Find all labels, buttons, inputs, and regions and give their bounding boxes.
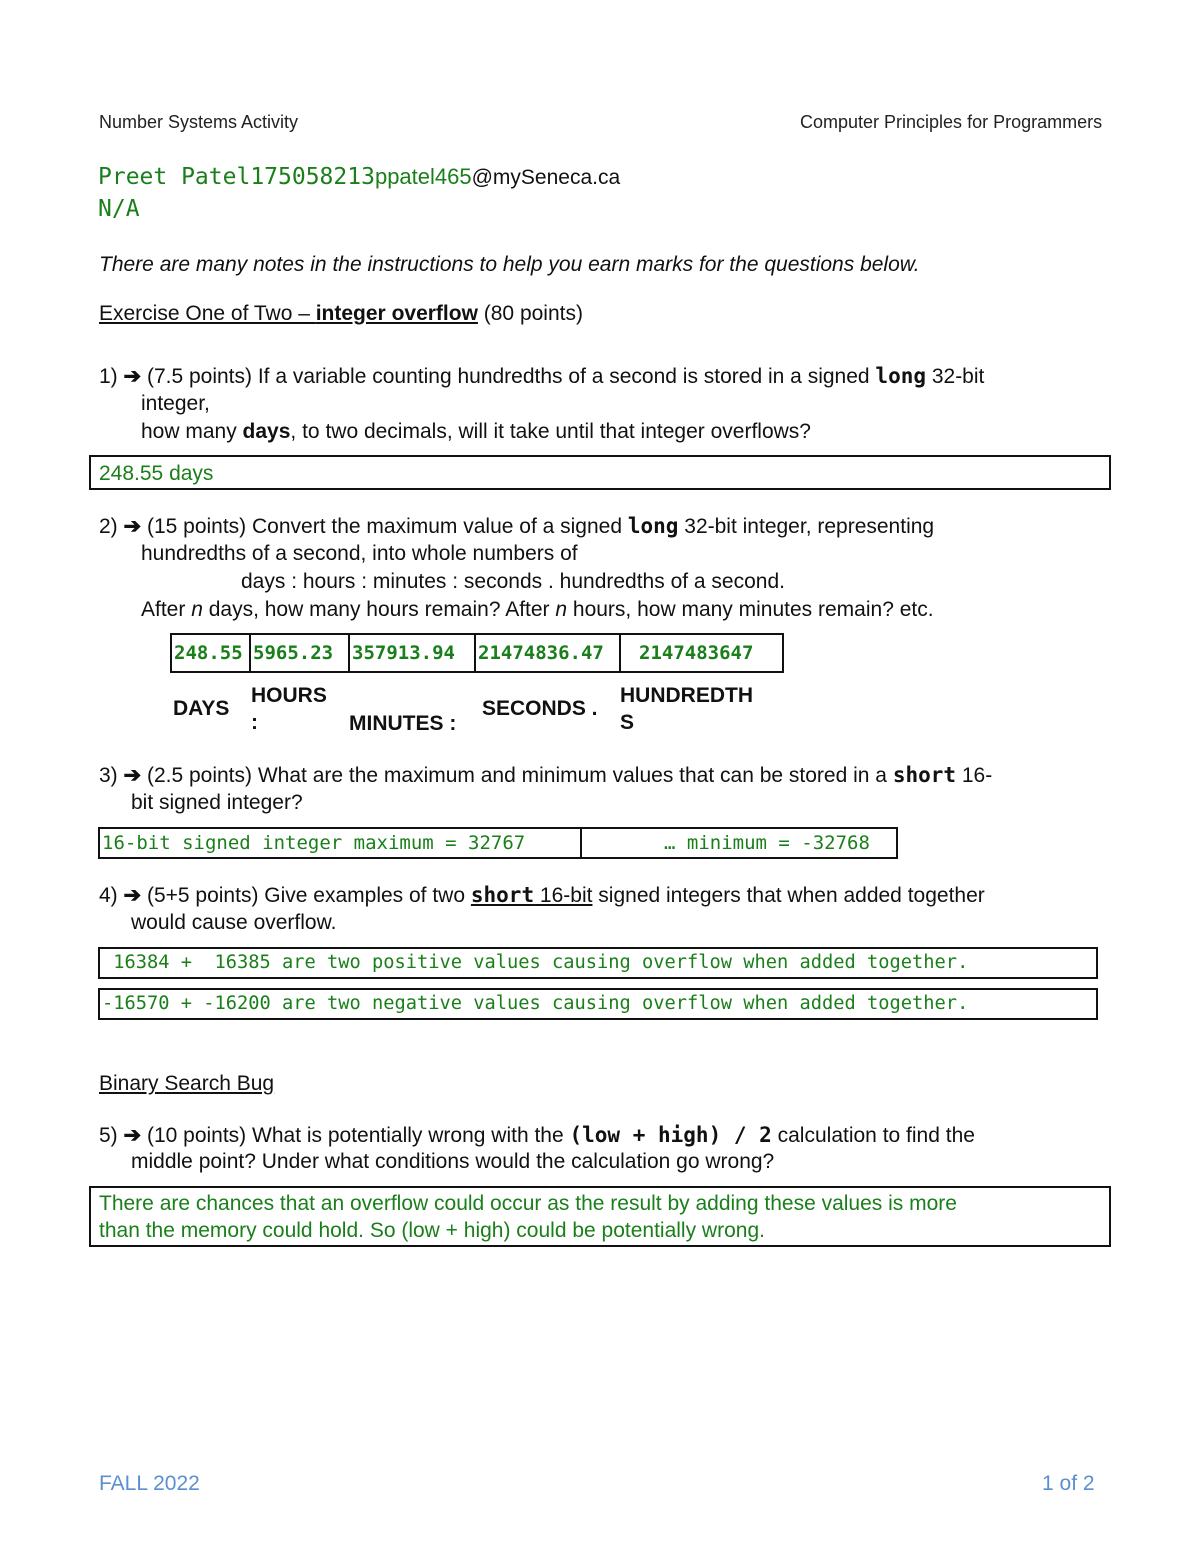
question-4-text-end: signed integers that when added together xyxy=(592,884,985,907)
student-name-id: Preet Patel175058213 xyxy=(98,164,375,190)
question-1-text-b: , to two decimals, will it take until that integer overflows? xyxy=(290,420,811,443)
question-2-line-1 xyxy=(99,512,934,541)
keyword-long: long xyxy=(875,364,926,388)
label-hours-colon: : xyxy=(251,711,258,734)
answer-3-min-box[interactable] xyxy=(580,827,898,859)
question-2-text-a: After xyxy=(141,598,192,621)
keyword-days: days xyxy=(242,420,291,443)
answer-3-min-text: … minimum = -32768 xyxy=(664,832,870,854)
answer-4-negative-box[interactable] xyxy=(98,988,1098,1020)
arrow-icon: ➔ xyxy=(123,764,142,787)
question-2-line-4 xyxy=(141,596,934,624)
question-2-line-2: hundredths of a second, into whole numbers of xyxy=(141,542,578,565)
answer-5-box[interactable] xyxy=(89,1186,1111,1247)
intro-note: There are many notes in the instructions to help you earn marks for the questions below. xyxy=(99,253,920,276)
question-3-number: 3) xyxy=(99,764,124,787)
student-line xyxy=(98,163,620,190)
footer-term: FALL 2022 xyxy=(99,1472,200,1495)
student-email-user: ppatel465 xyxy=(374,164,472,189)
question-5-line-2: middle point? Under what conditions would the calculation go wrong? xyxy=(131,1150,775,1173)
question-4-underlined: 16-bit xyxy=(534,884,593,907)
question-2-text-b: days, how many hours remain? After xyxy=(202,598,556,621)
arrow-icon: ➔ xyxy=(123,365,142,388)
exercise-one-topic: integer overflow xyxy=(315,302,478,325)
answer-4-positive-box[interactable] xyxy=(98,947,1098,979)
keyword-short: short xyxy=(892,763,957,787)
answer-5-line-2: than the memory could hold. So (low + high) could be potentially wrong. xyxy=(99,1219,765,1242)
answer-cell-hundredths[interactable]: 2147483647 xyxy=(619,633,784,673)
answer-4-positive-text: 16384 + 16385 are two positive values causing overflow when added together. xyxy=(102,952,969,973)
answer-4-negative-text: -16570 + -16200 are two negative values causing overflow when added together. xyxy=(102,993,969,1014)
exercise-one-points: (80 points) xyxy=(477,302,583,325)
label-hundredths-s: S xyxy=(620,711,635,734)
answer-cell-hours[interactable]: 5965.23 xyxy=(249,633,350,673)
question-4-text: (5+5 points) Give examples of two xyxy=(141,884,471,907)
label-seconds: SECONDS . xyxy=(482,697,598,720)
answer-3-max-text: 16-bit signed integer maximum = 32767 xyxy=(102,832,526,854)
question-4-line-2: would cause overflow. xyxy=(131,911,337,934)
label-hundredths: HUNDREDTH xyxy=(620,684,753,707)
keyword-long: long xyxy=(627,514,679,538)
variable-n: n xyxy=(555,598,568,621)
question-2-text-c: hours, how many minutes remain? etc. xyxy=(567,598,934,621)
arrow-icon: ➔ xyxy=(123,515,142,538)
question-5-text: (10 points) What is potentially wrong with the xyxy=(141,1124,570,1147)
student-section: N/A xyxy=(98,196,140,222)
question-1-line-3 xyxy=(141,418,811,446)
student-email-domain: @mySeneca.ca xyxy=(471,166,621,189)
footer-page-number: 1 of 2 xyxy=(1042,1472,1095,1495)
exercise-one-prefix: Exercise One of Two – xyxy=(99,302,316,325)
label-minutes: MINUTES : xyxy=(349,712,457,735)
question-4-line-1 xyxy=(99,881,985,910)
keyword-short: short xyxy=(470,883,535,907)
answer-1-box[interactable] xyxy=(89,455,1111,490)
header-right-title: Computer Principles for Programmers xyxy=(800,112,1103,132)
question-2-line-3: days : hours : minutes : seconds . hundredths of a second. xyxy=(241,570,785,593)
arrow-icon: ➔ xyxy=(123,1124,142,1147)
arrow-icon: ➔ xyxy=(123,884,142,907)
variable-n: n xyxy=(191,598,203,621)
header-left-title: Number Systems Activity xyxy=(99,112,299,132)
binary-search-heading: Binary Search Bug xyxy=(99,1072,275,1095)
answer-cell-minutes[interactable]: 357913.94 xyxy=(348,633,476,673)
answer-5-line-1: There are chances that an overflow could occur as the result by adding these values is more xyxy=(99,1192,957,1215)
question-1-line-1 xyxy=(99,362,984,391)
question-3-text-end: 16- xyxy=(956,764,993,787)
question-1-line-2: integer, xyxy=(141,392,210,415)
question-1-text-end: 32-bit xyxy=(926,365,985,388)
answer-cell-days[interactable]: 248.55 xyxy=(170,633,251,673)
label-hours: HOURS xyxy=(251,684,327,707)
question-5-number: 5) xyxy=(99,1124,124,1147)
answer-1-text: 248.55 days xyxy=(99,462,214,485)
question-2-text-end: 32-bit integer, representing xyxy=(678,515,935,538)
question-5-line-1 xyxy=(99,1121,975,1150)
question-2-text: (15 points) Convert the maximum value of a signed xyxy=(141,515,628,538)
answer-3-max-box[interactable] xyxy=(98,827,582,859)
question-4-number: 4) xyxy=(99,884,124,907)
question-5-text-end: calculation to find the xyxy=(771,1124,975,1147)
answer-cell-seconds[interactable]: 21474836.47 xyxy=(474,633,621,673)
question-1-text-a: how many xyxy=(141,420,243,443)
label-days: DAYS xyxy=(173,697,230,720)
question-3-line-1 xyxy=(99,761,992,790)
exercise-one-heading xyxy=(99,300,583,328)
question-1-text: (7.5 points) If a variable counting hundredths of a second is stored in a signed xyxy=(141,365,876,388)
question-1-number: 1) xyxy=(99,365,124,388)
question-3-line-2: bit signed integer? xyxy=(131,791,303,814)
code-low-high: (low + high) / 2 xyxy=(569,1123,772,1147)
question-2-number: 2) xyxy=(99,515,124,538)
question-3-text: (2.5 points) What are the maximum and minimum values that can be stored in a xyxy=(141,764,893,787)
